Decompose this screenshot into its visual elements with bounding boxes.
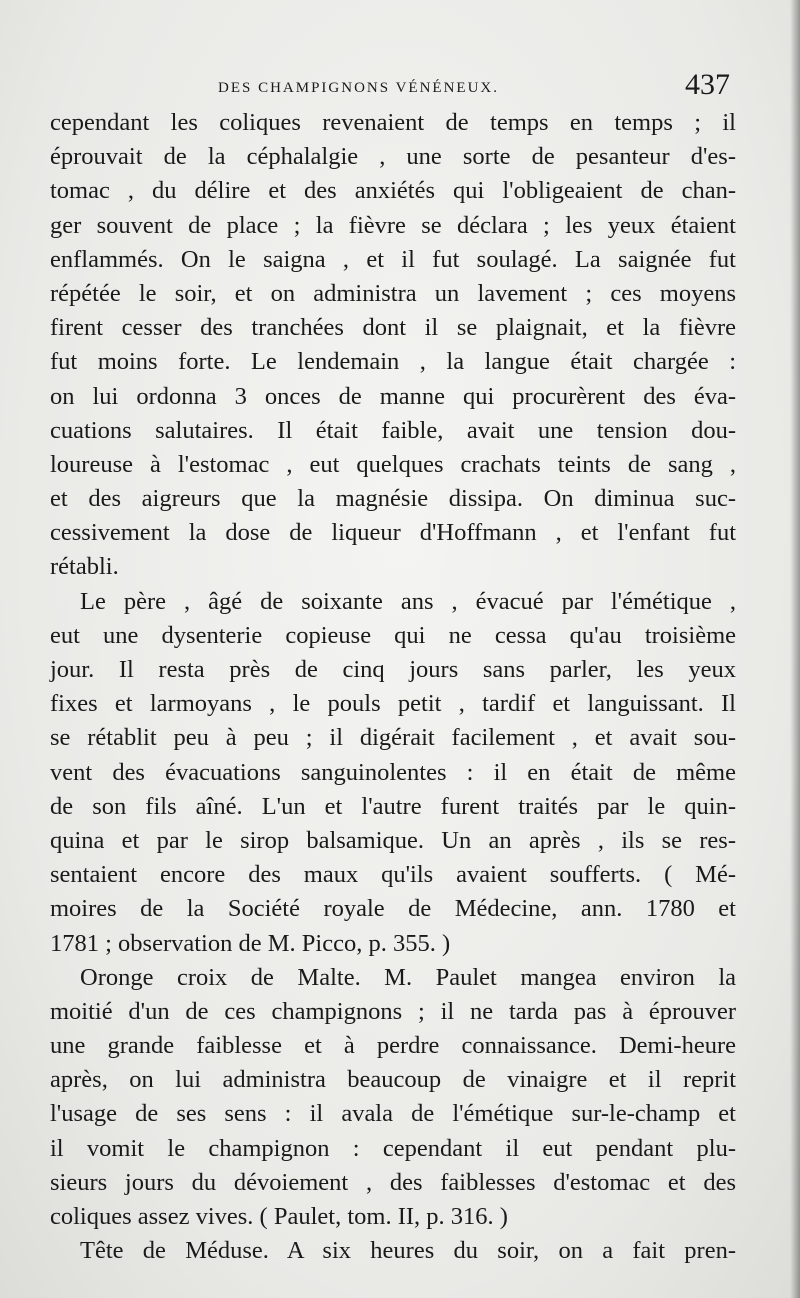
text-line: 1781 ; observation de M. Picco, p. 355. ) (50, 929, 451, 957)
text-line: coliques assez vives. ( Paulet, tom. II, p. 316. ) (50, 1203, 508, 1230)
text-line: Tête de Méduse. A six heures du soir, on a fait pren- (80, 1237, 736, 1265)
text-line: Oronge croix de Malte. M. Paulet mangea environ la (80, 963, 736, 991)
text-line: tomac , du délire et des anxiétés qui l'obligeaient de chan- (50, 177, 736, 205)
text-line: cessivement la dose de liqueur d'Hoffmann , et l'enfant fut (50, 519, 736, 547)
body-text (50, 106, 736, 1268)
text-line: jour. Il resta près de cinq jours sans parler, les yeux (50, 656, 736, 683)
text-line: enflammés. On le saigna , et il fut soulagé. La saignée fut (50, 245, 736, 273)
text-line: moires de la Société royale de Médecine, ann. 1780 et (50, 895, 736, 923)
text-line: après, on lui administra beaucoup de vinaigre et il reprit (50, 1066, 736, 1094)
text-line: eut une dysenterie copieuse qui ne cessa qu'au troisième (50, 621, 736, 649)
text-line: vent des évacuations sanguinolentes : il en était de même (50, 758, 736, 786)
text-line: l'usage de ses sens : il avala de l'émétique sur-le-champ et (50, 1100, 736, 1128)
text-line: cuations salutaires. Il était faible, avait une tension dou- (50, 416, 736, 444)
page-edge-shadow (790, 0, 800, 1298)
text-line: loureuse à l'estomac , eut quelques crachats teints de sang , (50, 450, 736, 478)
text-line: et des aigreurs que la magnésie dissipa. On diminua suc- (50, 485, 736, 513)
running-title: DES CHAMPIGNONS VÉNÉNEUX. (218, 80, 499, 96)
text-line: rétabli. (50, 553, 119, 581)
text-line: sieurs jours du dévoiement , des faiblesses d'estomac et des (50, 1168, 736, 1196)
text-line: se rétablit peu à peu ; il digérait facilement , et avait sou- (50, 724, 736, 752)
text-line: ger souvent de place ; la fièvre se déclara ; les yeux étaient (50, 211, 736, 239)
text-line: répétée le soir, et on administra un lavement ; ces moyens (50, 279, 736, 307)
text-line: fut moins forte. Le lendemain , la langue était chargée : (50, 348, 736, 376)
text-line: fixes et larmoyans , le pouls petit , tardif et languissant. Il (50, 690, 736, 718)
text-line: quina et par le sirop balsamique. Un an après , ils se res- (50, 826, 736, 854)
text-line: firent cesser des tranchées dont il se plaignait, et la fièvre (50, 314, 736, 342)
text-line: moitié d'un de ces champignons ; il ne tarda pas à éprouver (50, 997, 736, 1025)
text-line: cependant les coliques revenaient de temps en temps ; il (50, 109, 736, 136)
text-line: une grande faiblesse et à perdre connaissance. Demi-heure (50, 1032, 736, 1060)
text-line: de son fils aîné. L'un et l'autre furent traités par le quin- (50, 792, 736, 820)
text-line: sentaient encore des maux qu'ils avaient soufferts. ( Mé- (50, 861, 736, 889)
page-number: 437 (685, 68, 730, 101)
page-header (48, 68, 738, 108)
text-line: il vomit le champignon : cependant il eut pendant plu- (50, 1134, 736, 1162)
text-line: Le père , âgé de soixante ans , évacué par l'émétique , (80, 587, 736, 615)
text-line: éprouvait de la céphalalgie , une sorte de pesanteur d'es- (50, 143, 736, 171)
text-line: on lui ordonna 3 onces de manne qui procurèrent des éva- (50, 382, 736, 410)
